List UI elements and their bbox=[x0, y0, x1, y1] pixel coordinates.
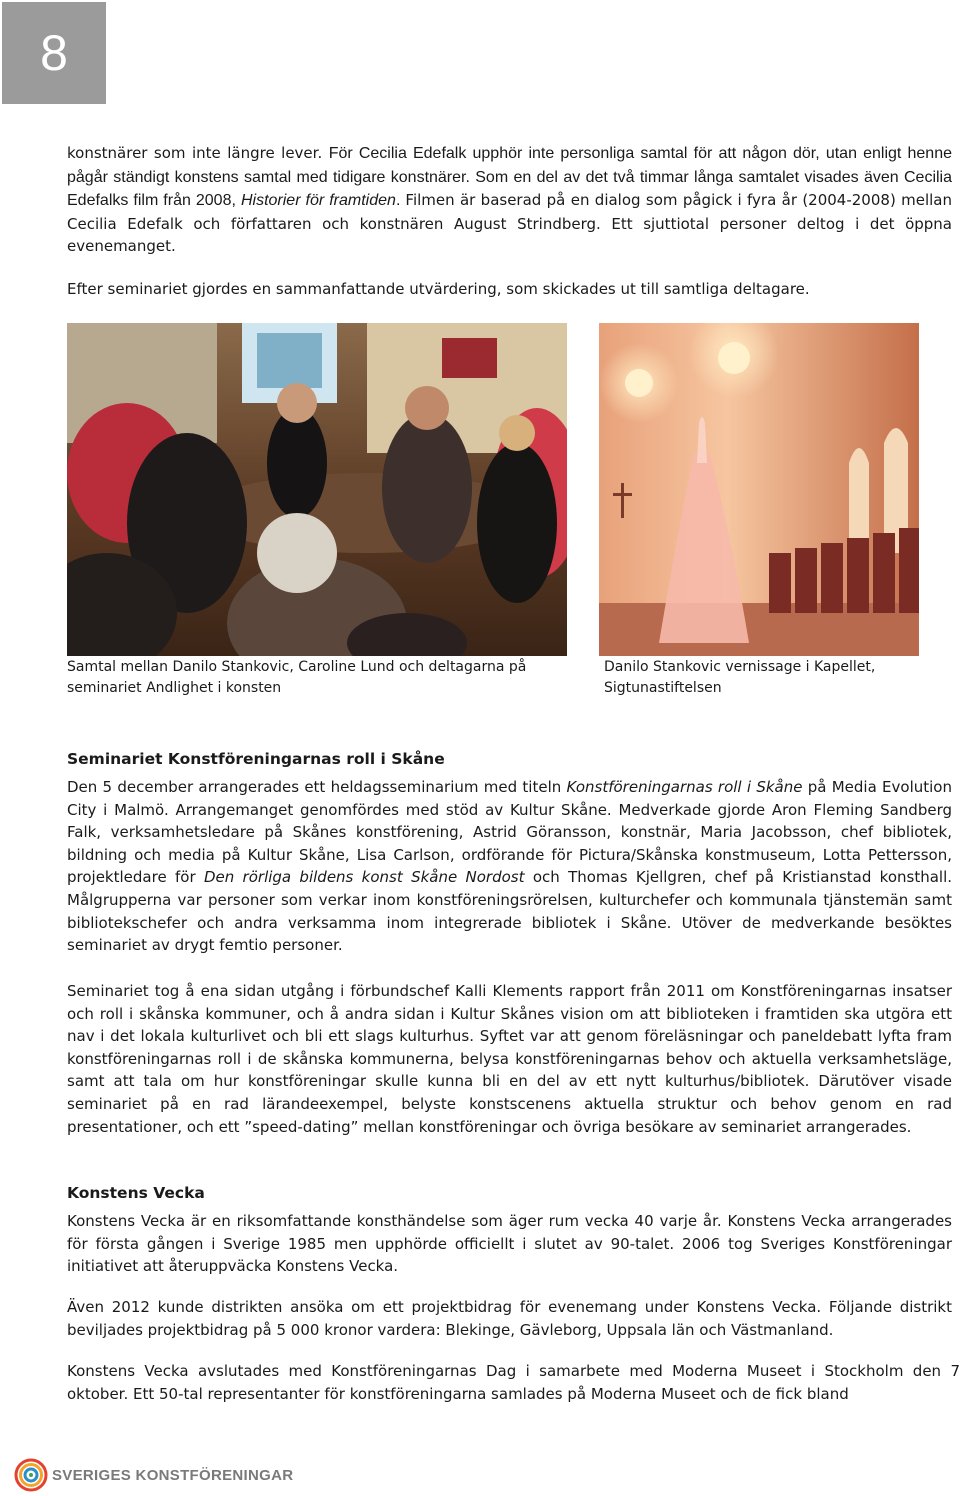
seminar-p1-b: på Media Evolution City i Malmö. Arrangemanget genomfördes med stöd av Kultur Skåne. Medverkade gjorde Aron Fleming Sandberg Falk, verksamhetsledare på Skånes konstförening, Astrid Göransson, konstnär, Maria Jacobsson, chef bibliotek, bildning och media på Kultur Skåne, Lisa Carlson, ordförande för Pictura/Skånska konstmuseum, Lotta Pettersson, projektledare för bbox=[67, 778, 952, 887]
intro-paragraph bbox=[67, 142, 952, 258]
konstens-vecka-paragraph-2: Även 2012 kunde distrikten ansöka om ett projektbidrag för evenemang under Konstens Vecka. Följande distrikt beviljades projektbidrag på 5 000 kronor vardera: Blekinge, Gävleborg, Uppsala län och Västmanland. bbox=[67, 1298, 952, 1339]
intro-text-1: konstnärer som inte längre lever. bbox=[67, 144, 329, 162]
footer-org-name: SVERIGES KONSTFÖRENINGAR bbox=[52, 1466, 294, 1484]
konstens-vecka-paragraph-1: Konstens Vecka är en riksomfattande konsthändelse som äger rum vecka 40 varje år. Konstens Vecka arrangerades för första gången i Sverige 1985 men upphörde officiellt i slutet av 90-talet. 2006 tog Sveriges Konstföreningar initiativet att återuppväcka Konstens Vecka. bbox=[67, 1212, 952, 1276]
chapel-photo bbox=[599, 323, 919, 656]
seminar-p1-c: och Thomas Kjellgren, chef på Kristianstad konsthall. Målgrupperna var personer som verkar inom konstföreningsrörelsen, kulturchefer och kommunala tjänstemän samt bibliotekschefer och andra verksamma inom integrerade bibliotek i Skåne. Utöver de medverkande besöktes seminariet av drygt femtio personer. bbox=[67, 868, 953, 955]
seminar-title: Konstföreningarnas roll i Skåne bbox=[566, 778, 803, 796]
seminar-photo-caption: Samtal mellan Danilo Stankovic, Caroline Lund och deltagarna på seminariet Andlighet i konsten bbox=[67, 659, 527, 696]
page-number: 8 bbox=[40, 25, 68, 81]
evaluation-paragraph: Efter seminariet gjordes en sammanfattande utvärdering, som skickades ut till samtliga deltagare. bbox=[67, 280, 810, 298]
project-title: Den rörliga bildens konst Skåne Nordost bbox=[203, 868, 525, 887]
seminar-heading: Seminariet Konstföreningarnas roll i Skåne bbox=[67, 750, 445, 768]
intro-text-3: . bbox=[395, 192, 406, 210]
page-number-box bbox=[2, 2, 106, 104]
spiral-logo-icon bbox=[14, 1458, 48, 1492]
seminar-p1-a: Den 5 december arrangerades ett heldagsseminarium med titeln bbox=[67, 778, 567, 796]
seminar-paragraph-2: Seminariet tog å ena sidan utgång i förbundschef Kalli Klements rapport från 2011 om Konstföreningarnas insatser och roll i skånska kommuner, och å andra sidan i Kultur Skånes vision om att biblioteken i framtiden ska utgöra ett nav i det lokala kulturlivet och bli ett slags kulturhus. Syftet var att genom föreläsningar och paneldebatt lyfta fram konstföreningarnas roll i de skånska kommunerna, belysa konstföreningarnas behov och aktuella verksamhetsläge, samt att tala om hur konstföreningar skulle kunna bli en del av ett nytt kulturhus/bibliotek. Därutöver visade seminariet på en rad lärandeexempel, belyste konstscenens aktuella struktur och behov genom en rad presentationer, och ett ”speed-dating” mellan konstföreningar och övriga besökare av seminariet arrangerades. bbox=[67, 982, 952, 1136]
konstens-vecka-paragraph-3: Konstens Vecka avslutades med Konstföreningarnas Dag i samarbete med Moderna Museet i Stockholm den 7 oktober. Ett 50-tal representanter för konstföreningarna samlades på Moderna Museet och de fick bland bbox=[67, 1362, 960, 1403]
konstens-vecka-heading: Konstens Vecka bbox=[67, 1184, 205, 1202]
chapel-photo-caption: Danilo Stankovic vernissage i Kapellet, Sigtunastiftelsen bbox=[604, 659, 876, 696]
intro-text-2: För Cecilia Edefalk upphör inte personliga samtal för att någon dör, utan enligt henne pågår ständigt konstens samtal med tidigare konstnärer. Som en del av det två timmar långa samtalet visades även Cecilia Edefalks film från 2008, bbox=[67, 145, 952, 210]
seminar-photo bbox=[67, 323, 567, 656]
footer-logo bbox=[14, 1458, 293, 1492]
intro-text-4: Filmen är baserad på en dialog som pågick i fyra år (2004-2008) mellan Cecilia Edefalk och författaren och konstnären August Strindberg. Ett sjuttiotal personer deltog i det öppna evenemanget. bbox=[67, 191, 953, 256]
seminar-paragraph-1 bbox=[67, 776, 952, 957]
film-title: Historier för framtiden bbox=[240, 192, 396, 210]
